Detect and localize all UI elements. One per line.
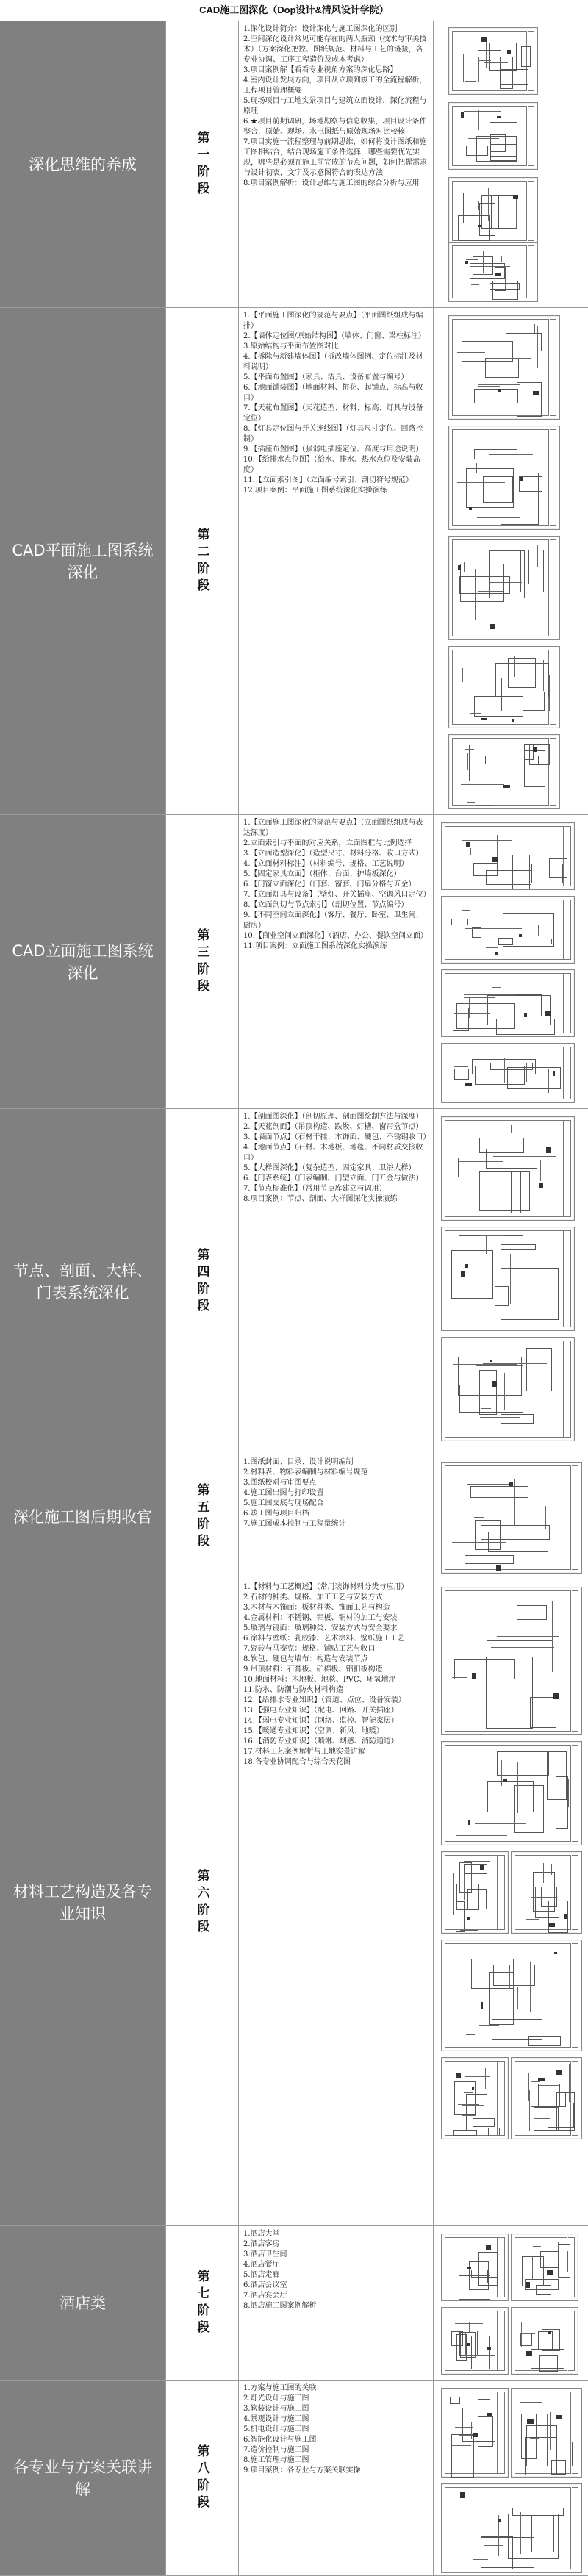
content-line: 7.【立面灯具与设备】（壁灯、开关插座、空调风口定位） <box>243 891 431 899</box>
stage-label: 第二阶段 <box>194 527 209 595</box>
drawing-sheet-thumbnail <box>441 1587 582 1735</box>
stage-row <box>0 307 588 814</box>
content-line: 11.【立面索引图】（立面编号索引、剖切符号规范） <box>243 476 413 484</box>
stage-content <box>239 1579 434 2225</box>
stage-label-cell <box>165 1454 239 1579</box>
stage-label-cell <box>165 308 239 814</box>
content-line: 11.防水、防潮与防火材料构造 <box>243 1686 343 1694</box>
page-title: CAD施工图深化（Dop设计&清风设计学院） <box>199 4 389 15</box>
content-line: 10.地面材料：木地板、地毯、PVC、环氧地坪 <box>243 1676 396 1684</box>
content-line: 4.室内设计发展方向，项目从立项到竣工的全流程解析，工程项目管理概要 <box>243 76 427 95</box>
content-line: 9.【不同空间立面深化】（客厅、餐厅、卧室、卫生间、厨房） <box>243 911 423 930</box>
stage-row <box>0 1108 588 1454</box>
stage-content <box>239 815 434 1108</box>
content-line: 12.项目案例：平面施工图系统深化实操演练 <box>243 487 387 495</box>
content-line: 1.酒店大堂 <box>243 2230 280 2238</box>
content-line: 7.【节点标准化】（常用节点库建立与调用） <box>243 1185 387 1193</box>
module-name: 酒店类 <box>0 2226 165 2380</box>
content-line: 9.【插座布置图】（强弱电插座定位、高度与用途说明） <box>243 445 423 453</box>
drawing-sheet-thumbnail <box>511 1851 582 1934</box>
drawing-sheet-thumbnail <box>441 1227 575 1331</box>
content-line: 5.玻璃与镜面：玻璃种类、安装方式与安全要求 <box>243 1624 398 1632</box>
content-line: 7.项目实施一流程整理与前期思维，如何将设计图纸和施工图相结合，结合现场施工条件选择，哪些需要优先实现，哪些是必须在施工前完成的节点问题，如何把握需求与设计初衷，文字及示意图符合的表达方法 <box>243 138 427 177</box>
content-line: 8.软包、硬包与墙布：构造与安装节点 <box>243 1655 368 1663</box>
content-line: 5.【大样图深化】（复杂造型、固定家具、卫浴大样） <box>243 1164 416 1172</box>
drawing-sheet-thumbnail <box>448 177 538 245</box>
drawing-sheet-thumbnail <box>441 2057 509 2139</box>
drawing-thumbnails <box>434 2381 588 2575</box>
stage-content <box>239 308 434 814</box>
stage-label-cell <box>165 1579 239 2225</box>
content-line: 12.【给排水专业知识】（管道、点位、设备安装） <box>243 1696 406 1704</box>
content-line: 3.项目案例解【看看专业视角方案的深化思路】 <box>243 66 398 74</box>
stage-label-cell <box>165 21 239 307</box>
content-line: 3.软装设计与施工图 <box>243 2405 309 2413</box>
content-line: 2.材料表、物料表编制与材料编号规范 <box>243 1468 368 1477</box>
drawing-sheet-thumbnail <box>511 2388 582 2478</box>
content-line: 13.【强电专业知识】（配电、回路、开关插座） <box>243 1707 398 1715</box>
drawing-sheet-thumbnail <box>448 734 560 809</box>
drawing-sheet-thumbnail <box>441 2483 582 2573</box>
content-line: 2.酒店客房 <box>243 2240 280 2248</box>
drawing-thumbnails <box>434 21 588 307</box>
module-name: CAD平面施工图系统深化 <box>0 308 165 814</box>
content-line: 3.酒店卫生间 <box>243 2250 287 2259</box>
content-line: 3.【立面造型深化】（造型尺寸、材料分格、收口方式） <box>243 850 423 858</box>
content-line: 4.【立面材料标注】（材料编号、规格、工艺说明） <box>243 860 409 868</box>
drawing-sheet-thumbnail <box>441 2307 509 2375</box>
content-line: 10.【给排水点位图】（给水、排水、热水点位及安装高度） <box>243 456 420 474</box>
content-line: 1.【立面施工图深化的规范与要点】（立面图纸组成与表达深度） <box>243 819 423 837</box>
content-line: 3.木材与木饰面：板材种类、饰面工艺与构造 <box>243 1604 390 1612</box>
module-name: 材料工艺构造及各专业知识 <box>0 1579 165 2225</box>
stage-row <box>0 1454 588 1579</box>
stage-label: 第一阶段 <box>194 130 209 198</box>
content-line: 4.【地面节点】（石材、木地板、地毯、不同材质交接收口） <box>243 1144 423 1162</box>
content-line: 5.【平面布置图】（家具、洁具、设备布置与编号） <box>243 373 409 381</box>
content-line: 1.图纸封面、目录、设计说明编制 <box>243 1458 354 1466</box>
drawing-thumbnails <box>434 815 588 1108</box>
content-line: 1.深化设计简介：设计深化与施工图深化的区别 <box>243 25 398 33</box>
drawing-thumbnails <box>434 308 588 814</box>
stage-label-cell <box>165 2226 239 2380</box>
drawing-sheet-thumbnail <box>441 1116 575 1221</box>
drawing-sheet-thumbnail <box>448 646 560 728</box>
content-line: 4.金属材料：不锈钢、铝板、铜材的加工与安装 <box>243 1614 398 1622</box>
content-line: 6.【门表系统】（门表编制、门型立面、门五金与做法） <box>243 1174 423 1183</box>
drawing-sheet-thumbnail <box>448 426 560 530</box>
content-line: 2.灯光设计与施工图 <box>243 2394 309 2403</box>
content-line: 7.造价控制与施工图 <box>243 2446 309 2454</box>
drawing-thumbnails <box>434 1109 588 1454</box>
content-line: 8.项目案例解析：设计思维与施工图的综合分析与应用 <box>243 179 420 187</box>
module-name: 节点、剖面、大样、门表系统深化 <box>0 1109 165 1454</box>
content-line: 3.图纸校对与审图要点 <box>243 1479 317 1487</box>
drawing-sheet-thumbnail <box>441 1043 575 1103</box>
content-line: 1.【材料与工艺概述】（常用装饰材料分类与应用） <box>243 1583 409 1591</box>
stage-row <box>0 814 588 1108</box>
stage-label-cell <box>165 1109 239 1454</box>
content-line: 7.酒店宴会厅 <box>243 2292 287 2300</box>
content-line: 6.酒店会议室 <box>243 2281 287 2289</box>
stage-content <box>239 1109 434 1454</box>
module-name: 深化施工图后期收官 <box>0 1454 165 1579</box>
stage-row <box>0 21 588 307</box>
content-line: 1.方案与施工图的关联 <box>243 2384 317 2392</box>
drawing-sheet-thumbnail <box>441 1940 582 2051</box>
content-line: 16.【消防专业知识】（喷淋、烟感、消防通道） <box>243 1737 398 1746</box>
drawing-sheet-thumbnail <box>511 2057 582 2139</box>
stage-label: 第七阶段 <box>194 2269 209 2337</box>
content-line: 6.竣工图与项目归档 <box>243 1510 309 1518</box>
stage-label: 第八阶段 <box>194 2444 209 2512</box>
stage-row <box>0 1579 588 2225</box>
module-name: 深化思维的养成 <box>0 21 165 307</box>
drawing-sheet-thumbnail <box>441 1851 509 1934</box>
content-line: 9.项目案例：各专业与方案关联实操 <box>243 2466 361 2475</box>
drawing-sheet-thumbnail <box>441 1337 575 1441</box>
content-line: 4.施工图出图与打印设置 <box>243 1489 324 1497</box>
drawing-sheet-thumbnail <box>511 2307 578 2375</box>
stage-label: 第四阶段 <box>194 1247 209 1316</box>
content-line: 9.吊顶材料：石膏板、矿棉板、铝扣板构造 <box>243 1665 383 1673</box>
content-line: 18.各专业协调配合与综合天花图 <box>243 1758 351 1766</box>
drawing-sheet-thumbnail <box>441 822 575 890</box>
stage-row <box>0 2225 588 2380</box>
stage-content <box>239 2381 434 2575</box>
drawing-thumbnails <box>434 2226 588 2380</box>
content-line: 8.【灯具定位图与开关连线图】（灯具尺寸定位、回路控制） <box>243 425 423 443</box>
drawing-sheet-thumbnail <box>441 1462 582 1574</box>
content-line: 11.项目案例：立面施工图系统深化实操演练 <box>243 942 387 950</box>
content-line: 1.【剖面图深化】（剖切原理、剖面图绘制方法与深度） <box>243 1113 423 1121</box>
content-line: 7.【天花布置图】（天花造型、材料、标高、灯具与设备定位） <box>243 404 423 423</box>
stage-content <box>239 2226 434 2380</box>
content-line: 6.【门窗立面深化】（门套、窗套、门扇分格与五金） <box>243 880 416 889</box>
content-line: 2.空间深化设计常见可能存在的两大瓶颈（技术与审美技术）（方案深化把控、图纸规范、材料与工艺的链接，各专业协调、工序工程造价及成本考虑） <box>243 35 427 64</box>
drawing-sheet-thumbnail <box>441 969 575 1037</box>
content-line: 7.施工图成本控制与工程量统计 <box>243 1520 346 1528</box>
module-name: 各专业与方案关联讲解 <box>0 2381 165 2575</box>
drawing-sheet-thumbnail <box>441 2388 509 2478</box>
content-line: 5.机电设计与施工图 <box>243 2425 309 2433</box>
content-line: 17.材料工艺案例解析与工地实景讲解 <box>243 1748 365 1756</box>
content-line: 5.【固定家具立面】（柜体、台面、护墙板深化） <box>243 870 401 878</box>
stage-label: 第六阶段 <box>194 1868 209 1937</box>
stage-label: 第五阶段 <box>194 1482 209 1551</box>
content-line: 6.【地面铺装图】（地面材料、拼花、起铺点、标高与收口） <box>243 384 423 402</box>
stage-label-cell <box>165 815 239 1108</box>
content-line: 4.酒店餐厅 <box>243 2261 280 2269</box>
content-line: 2.【天花剖面】（吊顶构造、跌级、灯槽、窗帘盒节点） <box>243 1123 423 1131</box>
stage-content <box>239 1454 434 1579</box>
content-line: 2.石材的种类、规格、加工工艺与安装方式 <box>243 1593 383 1601</box>
content-line: 6.智能化设计与施工图 <box>243 2436 317 2444</box>
stage-label: 第三阶段 <box>194 928 209 996</box>
content-line: 10.【商业空间立面深化】（酒店、办公、餐饮空间立面） <box>243 932 428 940</box>
content-line: 14.【弱电专业知识】（网络、监控、智能家居） <box>243 1717 398 1725</box>
drawing-sheet-thumbnail <box>441 1741 582 1845</box>
drawing-thumbnails <box>434 1579 588 2225</box>
content-line: 8.施工管理与施工图 <box>243 2456 309 2464</box>
drawing-sheet-thumbnail <box>448 242 538 302</box>
content-line: 6.★项目前期调研，场地勘察与信息收集，项目设计条件整合，原始、现场、水电图纸与原始现场对比校核 <box>243 118 427 136</box>
content-line: 3.原始结构与平面布置图对比 <box>243 342 339 351</box>
drawing-sheet-thumbnail <box>448 315 560 420</box>
content-line: 3.【墙面节点】（石材干挂、木饰面、硬包、不锈钢收口） <box>243 1133 431 1141</box>
content-line: 5.现场项目与工地实景项目与建筑立面设计，深化流程与原理 <box>243 97 427 115</box>
drawing-sheet-thumbnail <box>448 536 560 640</box>
content-line: 1.【平面施工图深化的规范与要点】（平面图纸组成与编排） <box>243 312 423 330</box>
content-line: 8.酒店施工图案例解析 <box>243 2302 317 2310</box>
drawing-thumbnails <box>434 1454 588 1579</box>
content-line: 8.【立面剖切与节点索引】（剖切位置、节点编号） <box>243 901 409 909</box>
content-line: 5.施工图交底与现场配合 <box>243 1499 324 1507</box>
content-line: 4.【拆除与新建墙体图】（拆改墙体图例、定位标注及材料说明） <box>243 353 423 371</box>
content-line: 2.【墙体定位图/原始结构图】（墙体、门窗、梁柱标注） <box>243 332 426 340</box>
drawing-sheet-thumbnail <box>448 27 538 95</box>
content-line: 5.酒店走廊 <box>243 2271 280 2279</box>
module-name: CAD立面施工图系统深化 <box>0 815 165 1108</box>
content-line: 6.涂料与壁纸：乳胶漆、艺术涂料、壁纸施工工艺 <box>243 1635 405 1643</box>
drawing-sheet-thumbnail <box>448 102 538 170</box>
content-line: 4.景观设计与施工图 <box>243 2415 309 2423</box>
drawing-sheet-thumbnail <box>511 2234 578 2301</box>
stage-label-cell <box>165 2381 239 2575</box>
content-line: 7.瓷砖与马赛克：规格、铺贴工艺与收口 <box>243 1645 376 1653</box>
content-line: 8.项目案例：节点、剖面、大样图深化实操演练 <box>243 1195 398 1203</box>
stage-content <box>239 21 434 307</box>
content-line: 15.【暖通专业知识】（空调、新风、地暖） <box>243 1727 384 1735</box>
stage-row <box>0 2380 588 2576</box>
drawing-sheet-thumbnail <box>441 896 575 964</box>
content-line: 2.立面索引与平面的对应关系，立面图框与比例选择 <box>243 839 412 847</box>
drawing-sheet-thumbnail <box>441 2234 509 2301</box>
